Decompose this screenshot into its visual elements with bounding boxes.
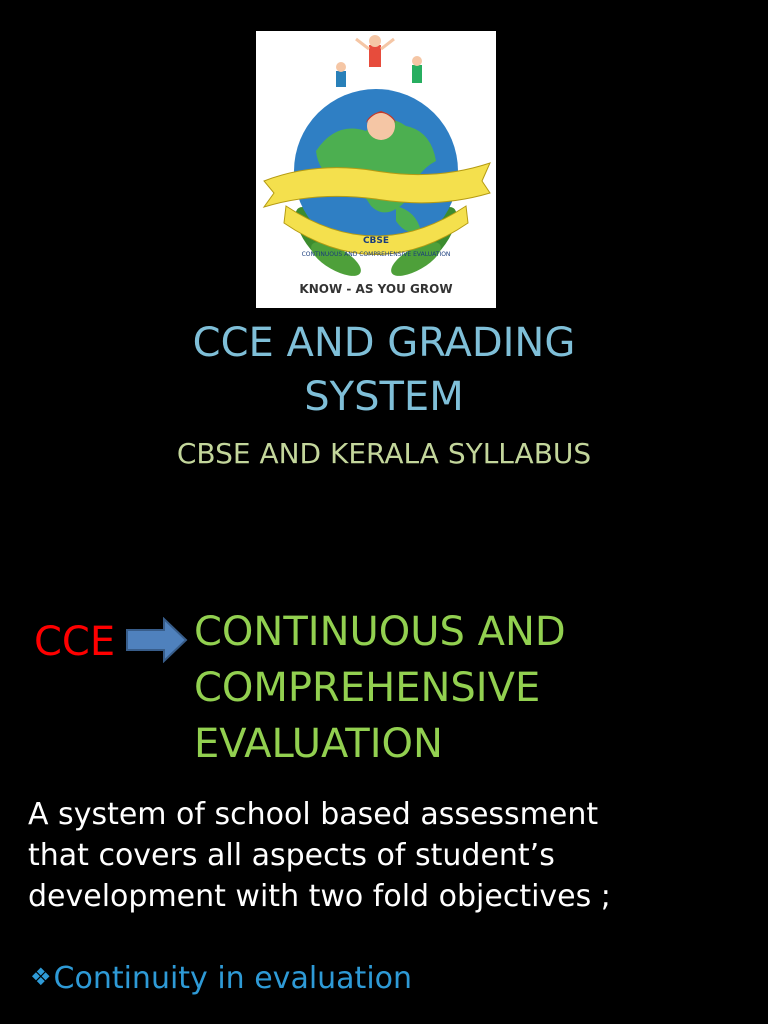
bullet-text: Continuity in evaluation [53,961,413,996]
expansion-line: COMPREHENSIVE [194,665,541,711]
logo-motto-text: KNOW - AS YOU GROW [299,282,453,296]
cce-description [28,794,748,917]
slide-title [0,316,768,424]
description-line: A system of school based assessment [28,797,599,832]
logo-ribbon-text: CONTINUOUS AND COMPREHENSIVE EVALUATION [301,251,451,258]
title-line: CCE AND GRADING [192,320,576,366]
expansion-line: EVALUATION [194,721,443,767]
globe-logo-icon [256,31,496,308]
cce-expansion [194,604,754,772]
diamond-bullet-icon: ❖ [30,963,52,991]
logo-org-text: CBSE [362,236,390,246]
cbse-cce-logo [256,31,496,308]
description-line: development with two fold objectives ; [28,879,611,914]
right-arrow-icon [126,617,188,663]
title-line: SYSTEM [304,374,464,420]
slide-subtitle: CBSE AND KERALA SYLLABUS [176,437,592,470]
cce-acronym: CCE [34,619,116,665]
bullet-item [30,957,412,999]
description-line: that covers all aspects of student’s [28,838,555,873]
expansion-line: CONTINUOUS AND [194,609,566,655]
